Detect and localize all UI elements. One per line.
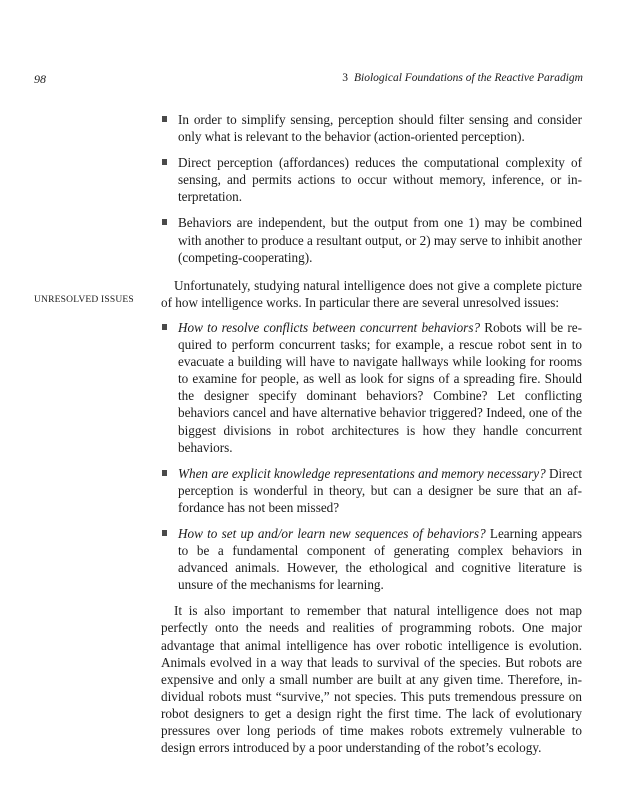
issue-lead: When are explicit knowledge representations and memory necessary? bbox=[178, 465, 546, 481]
margin-note-unresolved-issues: UNRESOLVED ISSUES bbox=[34, 294, 134, 305]
chapter-number: 3 bbox=[342, 72, 348, 84]
list-item bbox=[161, 319, 582, 456]
page-number: 98 bbox=[34, 72, 46, 86]
list-item-text: Direct perception (affordances) reduces the computational complexity of sensing, and permits actions to occur without memory, inference, or interpretation. bbox=[178, 155, 582, 205]
list-item bbox=[161, 154, 582, 205]
issue-text: Learning appears to be a fundamental component of generating complex behaviors in advanced animals. However, the ethological and cognitive literature is unsure of the mechanisms for learning. bbox=[178, 525, 583, 593]
issue-text: Direct perception is wonderful in theory, but can a designer be sure that an affordance has not been missed? bbox=[178, 465, 582, 515]
closing-paragraph: It is also important to remember that natural intelligence does not map perfectly onto the needs and realities of programming robots. One major advantage that animal intelligence has over robotic intelligence is evolution. Animals evolved in a way that leads to survival of the species. But robots are expensive and only a small number are built at any given time. Therefore, individual robots must “survive,” not species. This puts tremendous pressure on robot designers to get a design right the first time. The lack of evolutionary pressures over long periods of time makes robots extremely vulnerable to design errors introduced by a poor understanding of the robot’s ecology. bbox=[161, 603, 582, 756]
bullet-square-icon bbox=[162, 324, 167, 330]
principles-list bbox=[161, 111, 582, 266]
issues-list bbox=[161, 319, 582, 593]
bullet-square-icon bbox=[162, 116, 167, 122]
bullet-square-icon bbox=[162, 159, 167, 165]
bullet-square-icon bbox=[162, 470, 167, 476]
running-header bbox=[342, 72, 583, 84]
issue-lead: How to resolve conflicts between concurrent behaviors? bbox=[178, 319, 481, 335]
list-item bbox=[161, 111, 582, 145]
bullet-square-icon bbox=[162, 219, 167, 225]
list-item bbox=[161, 465, 582, 516]
intro-paragraph: Unfortunately, studying natural intelligence does not give a complete picture of how intelligence works. In particular there are several unresolved issues: bbox=[161, 277, 582, 310]
chapter-title: Biological Foundations of the Reactive Paradigm bbox=[353, 72, 583, 84]
list-item-text: Behaviors are independent, but the output from one 1) may be combined with another to produce a resultant output, or 2) may serve to inhibit another (competing-cooperating). bbox=[178, 215, 582, 265]
issue-text: Robots will be required to perform concurrent tasks; for example, a rescue robot sent in to evacuate a building will have to navigate hallways while looking for rooms to examine for people, as well as look for signs of a spreading fire. Should the designer specify dominant behaviors? Combine? Let conflicting behaviors cancel and have alternative behavior triggered? Indeed, one of the biggest divisions in robot architectures is how they handle concurrent behaviors. bbox=[178, 319, 582, 455]
list-item bbox=[161, 525, 582, 593]
issue-lead: How to set up and/or learn new sequences of behaviors? bbox=[178, 525, 486, 541]
list-item-text: In order to simplify sensing, perception should filter sensing and consider only what is relevant to the behavior (action-oriented perception). bbox=[178, 112, 582, 145]
page-body bbox=[161, 111, 582, 764]
bullet-square-icon bbox=[162, 530, 167, 536]
list-item bbox=[161, 214, 582, 265]
